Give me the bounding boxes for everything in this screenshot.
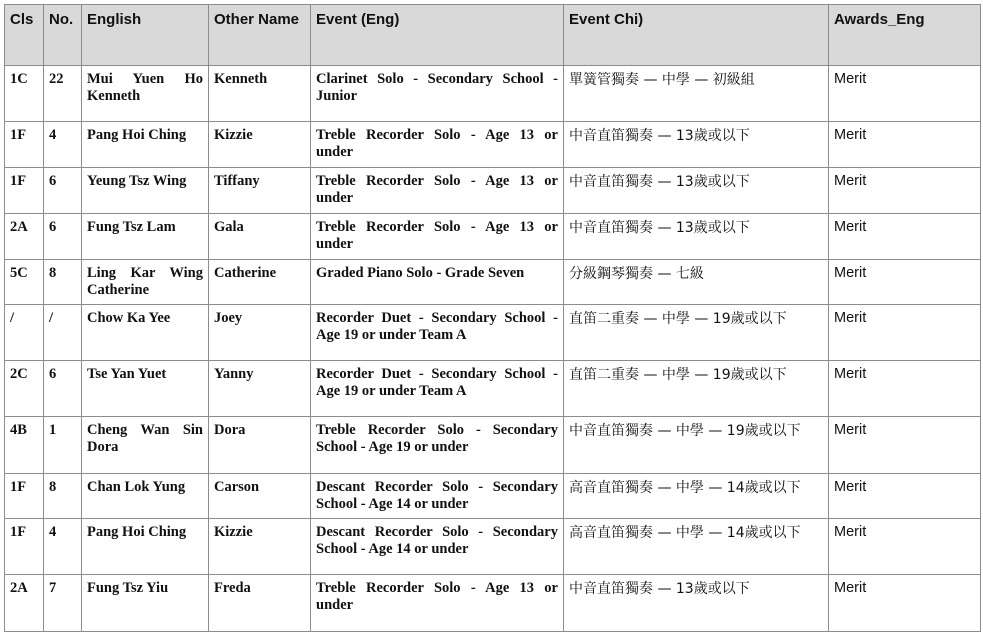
- cell-cls-text: 1C: [10, 71, 28, 87]
- cell-english-name: [82, 519, 209, 575]
- cell-award-text: Merit: [834, 524, 867, 540]
- cell-event-eng-text: Recorder Duet - Secondary School - Age 19 or under Team A: [316, 310, 558, 343]
- cell-no-text: 6: [49, 173, 57, 189]
- cell-other-name-text: Carson: [214, 479, 260, 495]
- cell-cls: [5, 474, 44, 519]
- cell-english-name: [82, 417, 209, 474]
- cell-cls: [5, 519, 44, 575]
- cell-event-chi: [564, 305, 829, 361]
- cell-other-name-text: Kenneth: [214, 71, 268, 87]
- cell-event-eng: [311, 361, 564, 417]
- cell-other-name: [209, 417, 311, 474]
- cell-event-chi-text: 單簧管獨奏 — 中學 — 初級組: [569, 72, 755, 88]
- cell-other-name: [209, 575, 311, 632]
- cell-cls-text: 1F: [10, 524, 27, 540]
- cell-event-eng-text: Graded Piano Solo - Grade Seven: [316, 265, 525, 281]
- cell-cls-text: 2A: [10, 580, 28, 596]
- cell-event-chi-text: 中音直笛獨奏 — 13歲或以下: [569, 128, 750, 144]
- cell-english-name-text: Fung Tsz Lam: [87, 219, 176, 235]
- cell-event-eng-text: Treble Recorder Solo - Age 13 or under: [316, 127, 558, 160]
- cell-award-text: Merit: [834, 173, 867, 189]
- cell-event-eng-text: Recorder Duet - Secondary School - Age 19 or under Team A: [316, 366, 558, 399]
- cell-english-name: [82, 260, 209, 305]
- cell-award-text: Merit: [834, 422, 867, 438]
- cell-no-text: 4: [49, 127, 57, 143]
- cell-no-text: /: [49, 310, 54, 326]
- cell-award-text: Merit: [834, 366, 867, 382]
- cell-no: [44, 260, 82, 305]
- table-row: [5, 122, 981, 168]
- cell-event-chi: [564, 122, 829, 168]
- cell-other-name-text: Kizzie: [214, 524, 253, 540]
- cell-english-name-text: Mui Yuen Ho Kenneth: [87, 71, 203, 104]
- cell-english-name: [82, 305, 209, 361]
- cell-event-chi-text: 分級鋼琴獨奏 — 七級: [569, 266, 704, 282]
- cell-no-text: 8: [49, 479, 57, 495]
- cell-english-name-text: Tse Yan Yuet: [87, 366, 167, 382]
- cell-english-name: [82, 474, 209, 519]
- column-header-event-chi: Event Chi): [564, 5, 829, 66]
- column-header-cls: Cls: [5, 5, 44, 66]
- cell-event-eng-text: Clarinet Solo - Secondary School - Junior: [316, 71, 558, 104]
- cell-no: [44, 519, 82, 575]
- table-row: [5, 417, 981, 474]
- cell-english-name: [82, 214, 209, 260]
- cell-cls-text: 2A: [10, 219, 28, 235]
- column-header-no: No.: [44, 5, 82, 66]
- cell-cls-text: 2C: [10, 366, 28, 382]
- cell-event-chi: [564, 214, 829, 260]
- cell-other-name-text: Dora: [214, 422, 246, 438]
- cell-award: [829, 168, 981, 214]
- cell-event-eng: [311, 305, 564, 361]
- cell-cls: [5, 575, 44, 632]
- cell-event-eng-text: Treble Recorder Solo - Age 13 or under: [316, 173, 558, 206]
- table-row: [5, 519, 981, 575]
- cell-english-name: [82, 168, 209, 214]
- cell-award-text: Merit: [834, 479, 867, 495]
- cell-event-chi-text: 中音直笛獨奏 — 13歲或以下: [569, 581, 750, 597]
- cell-event-eng-text: Descant Recorder Solo - Secondary School - Age 14 or under: [316, 479, 558, 512]
- cell-event-eng-text: Treble Recorder Solo - Secondary School - Age 19 or under: [316, 422, 558, 455]
- cell-no: [44, 361, 82, 417]
- cell-cls: [5, 361, 44, 417]
- table-row: [5, 361, 981, 417]
- table-row: [5, 214, 981, 260]
- cell-event-chi-text: 高音直笛獨奏 — 中學 — 14歲或以下: [569, 480, 801, 496]
- cell-cls: [5, 260, 44, 305]
- cell-no-text: 4: [49, 524, 57, 540]
- cell-english-name: [82, 66, 209, 122]
- cell-cls-text: /: [10, 310, 15, 326]
- table-row: [5, 66, 981, 122]
- cell-no: [44, 417, 82, 474]
- cell-no: [44, 122, 82, 168]
- table-body: [5, 66, 981, 632]
- cell-event-eng: [311, 214, 564, 260]
- cell-other-name-text: Kizzie: [214, 127, 253, 143]
- table-row: [5, 260, 981, 305]
- cell-award: [829, 214, 981, 260]
- cell-award: [829, 260, 981, 305]
- cell-event-chi-text: 直笛二重奏 — 中學 — 19歲或以下: [569, 367, 787, 383]
- cell-english-name-text: Chow Ka Yee: [87, 310, 171, 326]
- cell-cls-text: 4B: [10, 422, 27, 438]
- cell-other-name: [209, 260, 311, 305]
- cell-event-chi: [564, 519, 829, 575]
- cell-other-name: [209, 361, 311, 417]
- cell-cls: [5, 66, 44, 122]
- table-row: [5, 305, 981, 361]
- cell-english-name: [82, 122, 209, 168]
- cell-event-chi: [564, 361, 829, 417]
- cell-other-name: [209, 168, 311, 214]
- cell-event-eng: [311, 519, 564, 575]
- cell-cls: [5, 305, 44, 361]
- cell-cls: [5, 417, 44, 474]
- cell-event-eng-text: Descant Recorder Solo - Secondary School - Age 14 or under: [316, 524, 558, 557]
- cell-event-eng: [311, 417, 564, 474]
- cell-other-name: [209, 474, 311, 519]
- cell-award-text: Merit: [834, 219, 867, 235]
- cell-event-eng: [311, 575, 564, 632]
- cell-cls-text: 1F: [10, 127, 27, 143]
- cell-no: [44, 474, 82, 519]
- cell-event-chi: [564, 260, 829, 305]
- cell-english-name-text: Pang Hoi Ching: [87, 524, 187, 540]
- table-row: [5, 474, 981, 519]
- cell-award-text: Merit: [834, 71, 867, 87]
- cell-no: [44, 575, 82, 632]
- cell-event-eng: [311, 168, 564, 214]
- cell-award: [829, 361, 981, 417]
- cell-no-text: 22: [49, 71, 64, 87]
- cell-event-chi: [564, 474, 829, 519]
- cell-other-name: [209, 66, 311, 122]
- cell-award: [829, 575, 981, 632]
- cell-event-eng-text: Treble Recorder Solo - Age 13 or under: [316, 580, 558, 613]
- cell-cls-text: 1F: [10, 479, 27, 495]
- cell-award-text: Merit: [834, 127, 867, 143]
- cell-other-name: [209, 305, 311, 361]
- cell-english-name-text: Yeung Tsz Wing: [87, 173, 187, 189]
- cell-event-eng: [311, 474, 564, 519]
- cell-award: [829, 417, 981, 474]
- cell-other-name-text: Tiffany: [214, 173, 260, 189]
- cell-event-chi-text: 中音直笛獨奏 — 13歲或以下: [569, 220, 750, 236]
- cell-award: [829, 519, 981, 575]
- cell-cls: [5, 168, 44, 214]
- cell-english-name-text: Pang Hoi Ching: [87, 127, 187, 143]
- awards-table: [4, 4, 981, 632]
- cell-no: [44, 168, 82, 214]
- cell-other-name-text: Yanny: [214, 366, 254, 382]
- header-row: [5, 5, 981, 66]
- cell-cls: [5, 214, 44, 260]
- table-row: [5, 168, 981, 214]
- cell-english-name-text: Cheng Wan Sin Dora: [87, 422, 203, 455]
- cell-other-name-text: Catherine: [214, 265, 277, 281]
- cell-event-chi: [564, 168, 829, 214]
- cell-event-chi-text: 中音直笛獨奏 — 13歲或以下: [569, 174, 750, 190]
- cell-no-text: 6: [49, 366, 57, 382]
- cell-event-eng: [311, 122, 564, 168]
- cell-award-text: Merit: [834, 310, 867, 326]
- cell-event-chi: [564, 575, 829, 632]
- cell-event-chi-text: 高音直笛獨奏 — 中學 — 14歲或以下: [569, 525, 801, 541]
- cell-no-text: 7: [49, 580, 57, 596]
- cell-event-chi: [564, 417, 829, 474]
- cell-event-eng-text: Treble Recorder Solo - Age 13 or under: [316, 219, 558, 252]
- cell-no: [44, 214, 82, 260]
- cell-award: [829, 305, 981, 361]
- cell-no-text: 6: [49, 219, 57, 235]
- cell-award: [829, 122, 981, 168]
- cell-no: [44, 305, 82, 361]
- cell-english-name-text: Ling Kar Wing Catherine: [87, 265, 203, 298]
- cell-award-text: Merit: [834, 265, 867, 281]
- cell-award: [829, 66, 981, 122]
- cell-award: [829, 474, 981, 519]
- cell-english-name: [82, 575, 209, 632]
- cell-other-name: [209, 122, 311, 168]
- cell-no-text: 1: [49, 422, 57, 438]
- cell-no-text: 8: [49, 265, 57, 281]
- cell-event-eng: [311, 66, 564, 122]
- cell-other-name-text: Freda: [214, 580, 251, 596]
- cell-cls: [5, 122, 44, 168]
- column-header-event-eng: Event (Eng): [311, 5, 564, 66]
- cell-other-name: [209, 214, 311, 260]
- cell-other-name-text: Joey: [214, 310, 243, 326]
- cell-english-name-text: Chan Lok Yung: [87, 479, 186, 495]
- awards-sheet: [4, 4, 981, 632]
- cell-event-chi-text: 直笛二重奏 — 中學 — 19歲或以下: [569, 311, 787, 327]
- cell-event-chi: [564, 66, 829, 122]
- table-row: [5, 575, 981, 632]
- cell-no: [44, 66, 82, 122]
- column-header-other-name: Other Name: [209, 5, 311, 66]
- cell-event-chi-text: 中音直笛獨奏 — 中學 — 19歲或以下: [569, 423, 801, 439]
- cell-award-text: Merit: [834, 580, 867, 596]
- cell-english-name-text: Fung Tsz Yiu: [87, 580, 169, 596]
- cell-other-name-text: Gala: [214, 219, 244, 235]
- cell-event-eng: [311, 260, 564, 305]
- cell-cls-text: 5C: [10, 265, 28, 281]
- column-header-awards-eng: Awards_Eng: [829, 5, 981, 66]
- cell-cls-text: 1F: [10, 173, 27, 189]
- column-header-english: English: [82, 5, 209, 66]
- cell-english-name: [82, 361, 209, 417]
- cell-other-name: [209, 519, 311, 575]
